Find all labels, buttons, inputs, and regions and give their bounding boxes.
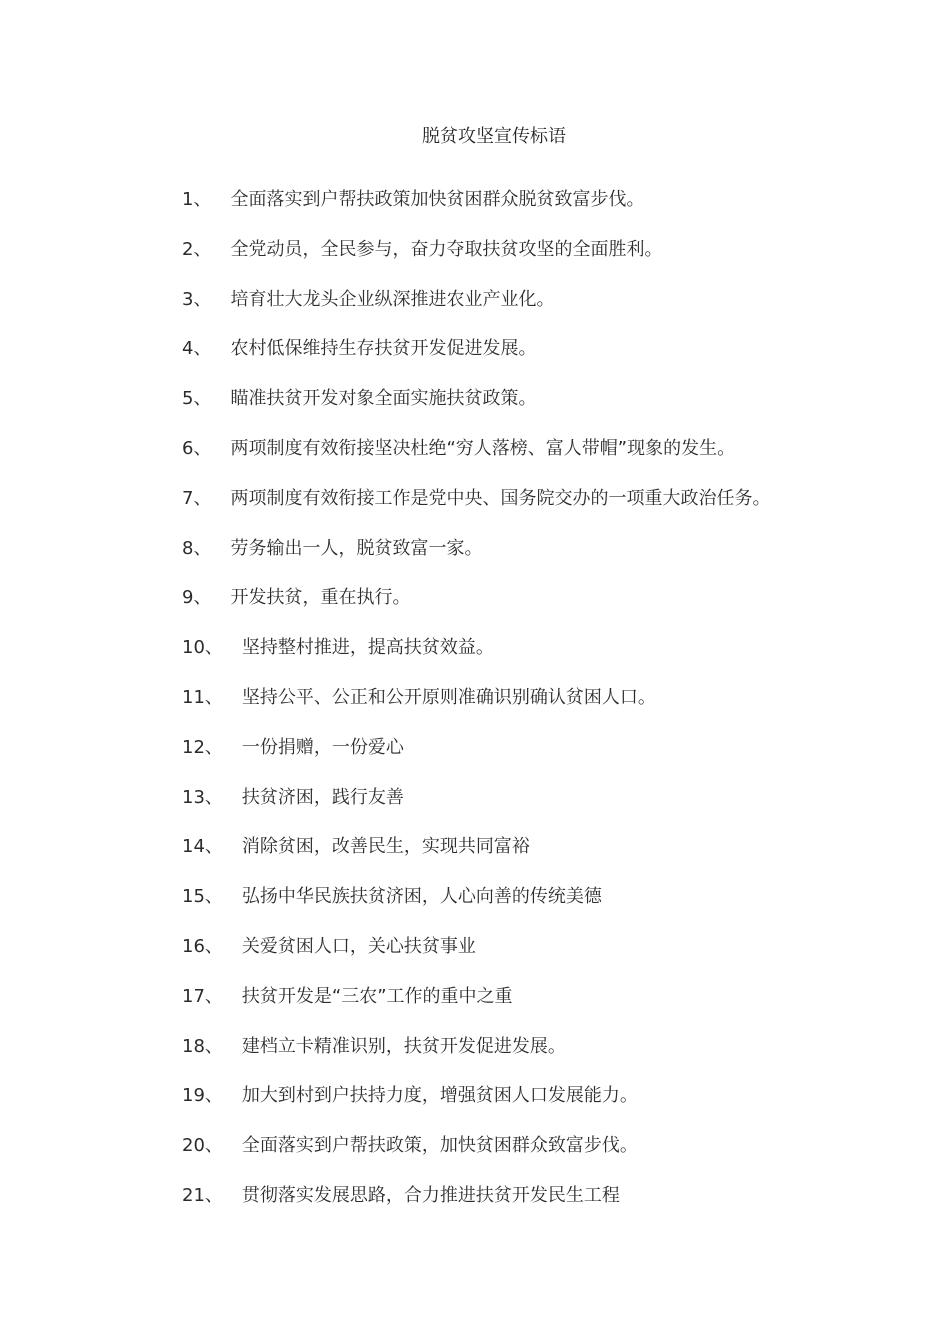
list-item — [182, 336, 922, 386]
item-text: 全面落实到户帮扶政策，加快贫困群众致富步伐。 — [241, 1135, 638, 1157]
item-number: 9 — [182, 587, 194, 609]
document-title: 脱贫攻坚宣传标语 — [422, 126, 566, 147]
item-text: 全面落实到户帮扶政策加快贫困群众脱贫致富步伐。 — [230, 189, 645, 210]
list-item — [182, 1034, 922, 1084]
item-number: 1 — [182, 189, 194, 210]
item-number: 6 — [182, 437, 194, 459]
item-text: 培育壮大龙头企业纵深推进农业产业化。 — [230, 288, 555, 310]
item-separator: 、 — [204, 1184, 223, 1206]
item-number: 4 — [182, 338, 194, 360]
item-separator: 、 — [204, 1135, 223, 1157]
list-item — [182, 685, 922, 735]
item-separator: 、 — [193, 388, 212, 410]
list-item — [182, 834, 922, 884]
list-item — [182, 884, 922, 934]
list-item — [182, 934, 922, 984]
list-item — [182, 386, 922, 436]
item-number: 20 — [182, 1135, 205, 1157]
item-separator: 、 — [193, 288, 212, 310]
item-number: 8 — [182, 537, 194, 559]
item-text: 瞄准扶贫开发对象全面实施扶贫政策。 — [230, 388, 537, 410]
list-item — [182, 486, 922, 536]
item-text: 关爱贫困人口，关心扶贫事业 — [241, 935, 476, 957]
item-number: 18 — [182, 1035, 205, 1057]
item-separator: 、 — [204, 1035, 223, 1057]
list-item — [182, 187, 922, 237]
item-text: 建档立卡精准识别，扶贫开发促进发展。 — [241, 1035, 566, 1057]
item-text: 农村低保维持生存扶贫开发促进发展。 — [230, 338, 537, 360]
item-separator: 、 — [204, 686, 223, 708]
item-text: 开发扶贫，重在执行。 — [230, 587, 411, 609]
item-separator: 、 — [204, 985, 223, 1007]
item-number: 17 — [182, 985, 205, 1007]
list-item — [182, 1133, 922, 1183]
item-text: 两项制度有效衔接坚决杜绝“穷人落榜、富人带帽”现象的发生。 — [230, 437, 736, 459]
item-text: 加大到村到户扶持力度，增强贫困人口发展能力。 — [241, 1085, 638, 1107]
item-text: 全党动员，全民参与，奋力夺取扶贫攻坚的全面胜利。 — [230, 238, 663, 260]
item-text: 弘扬中华民族扶贫济困，人心向善的传统美德 — [241, 886, 602, 908]
item-separator: 、 — [193, 238, 212, 260]
item-separator: 、 — [204, 786, 223, 808]
item-number: 7 — [182, 487, 194, 509]
item-number: 15 — [182, 886, 205, 908]
item-number: 11 — [182, 686, 205, 708]
list-item — [182, 287, 922, 337]
item-text: 劳务输出一人，脱贫致富一家。 — [230, 537, 483, 559]
list-item — [182, 635, 922, 685]
list-item — [182, 237, 922, 287]
item-separator: 、 — [193, 189, 212, 210]
item-text: 扶贫开发是“三农”工作的重中之重 — [241, 985, 513, 1007]
item-separator: 、 — [193, 587, 212, 609]
item-separator: 、 — [193, 487, 212, 509]
item-text: 消除贫困，改善民生，实现共同富裕 — [241, 836, 530, 858]
item-separator: 、 — [204, 935, 223, 957]
item-separator: 、 — [204, 886, 223, 908]
item-number: 16 — [182, 935, 205, 957]
item-text: 扶贫济困，践行友善 — [241, 786, 404, 808]
item-text: 两项制度有效衔接工作是党中央、国务院交办的一项重大政治任务。 — [230, 487, 771, 509]
item-text: 坚持公平、公正和公开原则准确识别确认贫困人口。 — [241, 686, 656, 708]
item-number: 2 — [182, 238, 194, 260]
list-item — [182, 1083, 922, 1133]
item-number: 19 — [182, 1085, 205, 1107]
list-item — [182, 785, 922, 835]
item-separator: 、 — [193, 338, 212, 360]
item-number: 12 — [182, 736, 205, 758]
item-number: 13 — [182, 786, 205, 808]
item-separator: 、 — [193, 437, 212, 459]
item-number: 21 — [182, 1184, 205, 1206]
list-item — [182, 735, 922, 785]
item-number: 14 — [182, 836, 205, 858]
item-number: 10 — [182, 637, 205, 659]
item-number: 3 — [182, 288, 194, 310]
item-separator: 、 — [204, 637, 223, 659]
list-item — [182, 1183, 922, 1233]
item-text: 坚持整村推进，提高扶贫效益。 — [241, 637, 494, 659]
list-item — [182, 984, 922, 1034]
list-item — [182, 585, 922, 635]
item-separator: 、 — [193, 537, 212, 559]
slogan-list — [182, 187, 922, 1233]
item-separator: 、 — [204, 1085, 223, 1107]
list-item — [182, 436, 922, 486]
item-number: 5 — [182, 388, 194, 410]
list-item — [182, 536, 922, 586]
item-text: 一份捐赠，一份爱心 — [241, 736, 404, 758]
item-text: 贯彻落实发展思路，合力推进扶贫开发民生工程 — [241, 1184, 620, 1206]
item-separator: 、 — [204, 836, 223, 858]
item-separator: 、 — [204, 736, 223, 758]
